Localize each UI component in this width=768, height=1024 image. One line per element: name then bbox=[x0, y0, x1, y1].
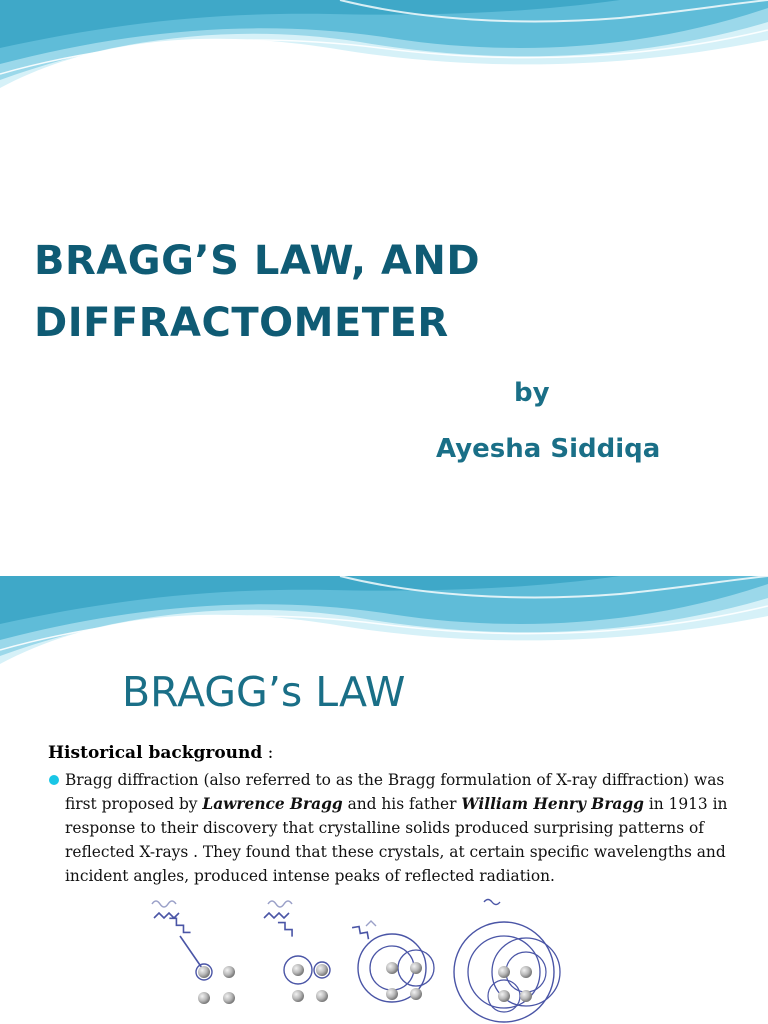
slide-title-line2: DIFFRACTOMETER bbox=[34, 300, 449, 346]
bullet-text-part3: in 1913 in response to their discovery that crystalline solids produced surprising patterns of reflected X-rays . They found that these crystals, at certain specific wavelengths and incident angles, produced intense peaks of reflected radiation. bbox=[65, 795, 728, 885]
bullet-name-lawrence-bragg: Lawrence Bragg bbox=[202, 795, 343, 813]
header-wave-decoration bbox=[0, 576, 768, 676]
header-wave-decoration bbox=[0, 0, 768, 100]
xray-scattering-diagram bbox=[140, 896, 580, 1024]
scattering-stage-1 bbox=[152, 901, 235, 1004]
by-label: by bbox=[514, 378, 550, 408]
bullet-paragraph bbox=[65, 768, 735, 888]
section-heading-colon: : bbox=[262, 743, 274, 763]
bullet-text-part2: and his father bbox=[342, 795, 462, 813]
scattering-stage-2 bbox=[264, 901, 330, 1002]
section-heading bbox=[48, 743, 273, 763]
section-heading-label: Historical background bbox=[48, 743, 263, 763]
bullet-name-william-henry-bragg: William Henry Bragg bbox=[461, 795, 644, 813]
scattering-stage-4 bbox=[454, 900, 560, 1023]
bullet-icon bbox=[49, 775, 59, 785]
content-slide bbox=[0, 576, 768, 1024]
scattering-stage-3 bbox=[352, 921, 434, 1002]
slide-title: BRAGG’s LAW bbox=[122, 668, 406, 716]
author-name: Ayesha Siddiqa bbox=[436, 434, 661, 464]
slide-title-line1: BRAGG’S LAW, AND bbox=[34, 238, 481, 284]
bullet-text-part1: Bragg diffraction (also referred to as the Bragg formulation of X-ray diffraction) was first proposed by bbox=[65, 771, 725, 813]
